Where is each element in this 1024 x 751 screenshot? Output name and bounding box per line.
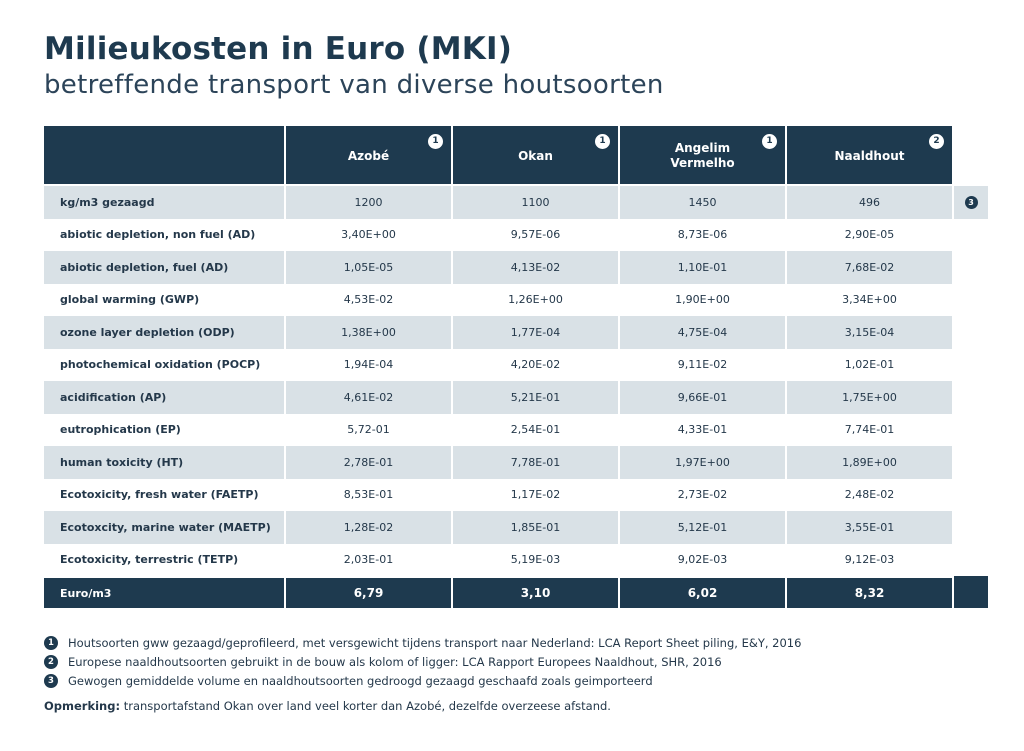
value-cell: 1,75E+00 bbox=[787, 381, 952, 414]
value-cell: 1450 bbox=[620, 186, 785, 219]
value-cell: 1,97E+00 bbox=[620, 446, 785, 479]
total-value: 6,79 bbox=[286, 576, 451, 608]
row-label: acidification (AP) bbox=[44, 381, 284, 414]
column-label: Azobé bbox=[347, 148, 390, 163]
table-row bbox=[44, 284, 988, 317]
value-cell: 5,72-01 bbox=[286, 414, 451, 447]
row-footnote-cell bbox=[954, 186, 988, 219]
row-spacer bbox=[954, 414, 988, 447]
total-value: 3,10 bbox=[453, 576, 618, 608]
value-cell: 2,73E-02 bbox=[620, 479, 785, 512]
value-cell: 1100 bbox=[453, 186, 618, 219]
column-label: Naaldhout bbox=[834, 148, 905, 163]
row-label: eutrophication (EP) bbox=[44, 414, 284, 447]
total-value: 6,02 bbox=[620, 576, 785, 608]
value-cell: 7,74E-01 bbox=[787, 414, 952, 447]
row-spacer bbox=[954, 576, 988, 608]
table-header-row bbox=[44, 126, 988, 186]
value-cell: 2,78E-01 bbox=[286, 446, 451, 479]
footnote-badge: 2 bbox=[929, 134, 944, 149]
row-spacer bbox=[954, 284, 988, 317]
value-cell: 4,75E-04 bbox=[620, 316, 785, 349]
mki-table bbox=[42, 126, 990, 608]
value-cell: 9,02E-03 bbox=[620, 544, 785, 577]
footnote-2 bbox=[44, 652, 801, 671]
table-row bbox=[44, 349, 988, 382]
header-azobe bbox=[286, 126, 451, 186]
row-label: Ecotoxicity, terrestric (TETP) bbox=[44, 544, 284, 577]
value-cell: 1,94E-04 bbox=[286, 349, 451, 382]
value-cell: 1,90E+00 bbox=[620, 284, 785, 317]
table-row bbox=[44, 544, 988, 577]
value-cell: 1,10E-01 bbox=[620, 251, 785, 284]
row-spacer bbox=[954, 479, 988, 512]
row-spacer bbox=[954, 544, 988, 577]
value-cell: 5,19E-03 bbox=[453, 544, 618, 577]
row-label: kg/m3 gezaagd bbox=[44, 186, 284, 219]
footnote-3 bbox=[44, 671, 801, 690]
header-spacer bbox=[954, 126, 988, 186]
value-cell: 1,38E+00 bbox=[286, 316, 451, 349]
value-cell: 496 bbox=[787, 186, 952, 219]
footnote-text: Houtsoorten gww gezaagd/geprofileerd, met versgewicht tijdens transport naar Nederland: LCA Report Sheet piling, E&Y, 2016 bbox=[68, 635, 802, 650]
value-cell: 9,12E-03 bbox=[787, 544, 952, 577]
row-spacer bbox=[954, 511, 988, 544]
footnote-badge: 1 bbox=[595, 134, 610, 149]
footnote-badge: 1 bbox=[762, 134, 777, 149]
table-row bbox=[44, 316, 988, 349]
total-row bbox=[44, 576, 988, 608]
remark-text: transportafstand Okan over land veel korter dan Azobé, dezelfde overzeese afstand. bbox=[120, 699, 611, 713]
row-spacer bbox=[954, 446, 988, 479]
value-cell: 3,40E+00 bbox=[286, 219, 451, 252]
footnote-badge: 2 bbox=[44, 655, 58, 669]
row-label: abiotic depletion, fuel (AD) bbox=[44, 251, 284, 284]
value-cell: 8,73E-06 bbox=[620, 219, 785, 252]
header-angelim-vermelho bbox=[620, 126, 785, 186]
row-label: global warming (GWP) bbox=[44, 284, 284, 317]
value-cell: 1200 bbox=[286, 186, 451, 219]
total-value: 8,32 bbox=[787, 576, 952, 608]
table-body bbox=[44, 186, 988, 608]
value-cell: 9,57E-06 bbox=[453, 219, 618, 252]
row-spacer bbox=[954, 219, 988, 252]
value-cell: 2,48E-02 bbox=[787, 479, 952, 512]
value-cell: 4,61E-02 bbox=[286, 381, 451, 414]
value-cell: 9,11E-02 bbox=[620, 349, 785, 382]
footnote-text: Gewogen gemiddelde volume en naaldhoutsoorten gedroogd gezaagd geschaafd zoals geimporteerd bbox=[68, 673, 653, 688]
header-okan bbox=[453, 126, 618, 186]
remark-label: Opmerking: bbox=[44, 699, 121, 713]
table-row bbox=[44, 186, 988, 219]
value-cell: 2,54E-01 bbox=[453, 414, 618, 447]
value-cell: 7,68E-02 bbox=[787, 251, 952, 284]
value-cell: 4,13E-02 bbox=[453, 251, 618, 284]
table-row bbox=[44, 479, 988, 512]
table-row bbox=[44, 219, 988, 252]
row-label: photochemical oxidation (POCP) bbox=[44, 349, 284, 382]
footnote-1 bbox=[44, 633, 801, 652]
row-spacer bbox=[954, 251, 988, 284]
value-cell: 1,17E-02 bbox=[453, 479, 618, 512]
value-cell: 1,85E-01 bbox=[453, 511, 618, 544]
table-row bbox=[44, 446, 988, 479]
row-label: Ecotoxcity, marine water (MAETP) bbox=[44, 511, 284, 544]
total-label: Euro/m3 bbox=[44, 576, 284, 608]
page-subtitle: betreffende transport van diverse houtsoorten bbox=[44, 70, 664, 100]
value-cell: 3,34E+00 bbox=[787, 284, 952, 317]
value-cell: 2,03E-01 bbox=[286, 544, 451, 577]
row-label: ozone layer depletion (ODP) bbox=[44, 316, 284, 349]
value-cell: 4,33E-01 bbox=[620, 414, 785, 447]
value-cell: 7,78E-01 bbox=[453, 446, 618, 479]
value-cell: 1,89E+00 bbox=[787, 446, 952, 479]
row-spacer bbox=[954, 316, 988, 349]
table-row bbox=[44, 414, 988, 447]
value-cell: 3,15E-04 bbox=[787, 316, 952, 349]
value-cell: 5,12E-01 bbox=[620, 511, 785, 544]
value-cell: 1,77E-04 bbox=[453, 316, 618, 349]
header-label-cell bbox=[44, 126, 284, 186]
row-label: abiotic depletion, non fuel (AD) bbox=[44, 219, 284, 252]
row-label: Ecotoxicity, fresh water (FAETP) bbox=[44, 479, 284, 512]
footnotes bbox=[44, 633, 801, 690]
table-row bbox=[44, 381, 988, 414]
value-cell: 5,21E-01 bbox=[453, 381, 618, 414]
footnote-badge: 3 bbox=[965, 196, 978, 209]
table-row bbox=[44, 251, 988, 284]
page-title: Milieukosten in Euro (MKI) bbox=[44, 31, 513, 67]
footnote-badge: 3 bbox=[44, 674, 58, 688]
footnote-badge: 1 bbox=[44, 636, 58, 650]
value-cell: 2,90E-05 bbox=[787, 219, 952, 252]
value-cell: 4,53E-02 bbox=[286, 284, 451, 317]
value-cell: 1,02E-01 bbox=[787, 349, 952, 382]
table-row bbox=[44, 511, 988, 544]
column-label: Okan bbox=[518, 148, 553, 163]
value-cell: 1,26E+00 bbox=[453, 284, 618, 317]
remark bbox=[44, 699, 611, 713]
value-cell: 3,55E-01 bbox=[787, 511, 952, 544]
row-spacer bbox=[954, 381, 988, 414]
row-spacer bbox=[954, 349, 988, 382]
value-cell: 1,28E-02 bbox=[286, 511, 451, 544]
value-cell: 1,05E-05 bbox=[286, 251, 451, 284]
value-cell: 4,20E-02 bbox=[453, 349, 618, 382]
column-label: Angelim Vermelho bbox=[670, 141, 735, 170]
header-naaldhout bbox=[787, 126, 952, 186]
value-cell: 8,53E-01 bbox=[286, 479, 451, 512]
value-cell: 9,66E-01 bbox=[620, 381, 785, 414]
footnote-text: Europese naaldhoutsoorten gebruikt in de bouw als kolom of ligger: LCA Rapport Europees Naaldhout, SHR, 2016 bbox=[68, 654, 722, 669]
row-label: human toxicity (HT) bbox=[44, 446, 284, 479]
footnote-badge: 1 bbox=[428, 134, 443, 149]
